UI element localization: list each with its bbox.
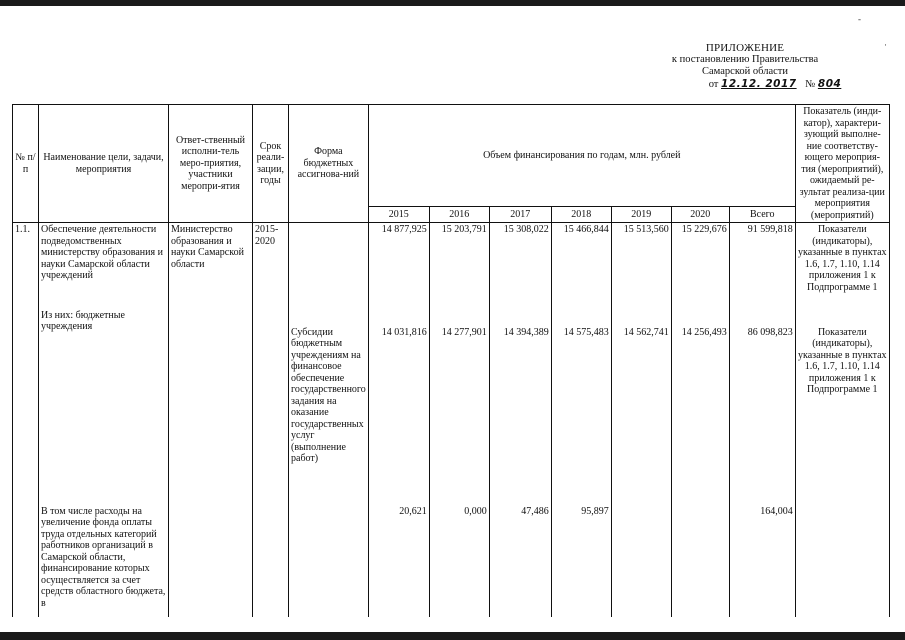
header-executor: Ответ-ственный исполни-тель меро-приятия, участники меропри-ятия [169,105,253,223]
value-total: 86 098,823 [729,309,795,505]
header-name: Наименование цели, задачи, мероприятия [39,105,169,223]
header-indicator: Показатель (инди-катор), характери-зующий выполне-ние соответству-ющего мероприя-тия (мероприятий), ожидаемый ре-зультат реализа-ции мероприятия (мероприятий) [795,105,889,223]
value-cell: 95,897 [551,505,611,617]
row-executor [169,505,253,617]
row-form [289,223,369,309]
financing-table [12,104,890,617]
year-header: 2018 [551,207,611,223]
scan-speck: · [884,40,887,50]
year-header: 2017 [489,207,551,223]
value-cell [671,505,729,617]
row-form: Субсидии бюджетным учреждениям на финансовое обеспечение государственного задания на оказание государственных услуг (выполнение работ) [289,309,369,505]
value-cell: 14 277,901 [429,309,489,505]
appendix-header [630,42,860,91]
appendix-title: ПРИЛОЖЕНИЕ [705,42,785,54]
date-value: 12.12. 2017 [721,78,797,90]
row-term [253,505,289,617]
row-term: 2015-2020 [253,223,289,309]
header-term: Срок реали-зации, годы [253,105,289,223]
year-header: 2016 [429,207,489,223]
header-form: Форма бюджетных ассигнова-ний [289,105,369,223]
value-cell: 0,000 [429,505,489,617]
scan-speck: - [858,14,861,24]
scan-bottom-edge [0,632,905,640]
value-total: 91 599,818 [729,223,795,309]
row-indicator [795,505,889,617]
value-cell: 14 562,741 [611,309,671,505]
table-row [13,309,890,505]
date-prefix: от [708,79,719,90]
appendix-line-2: Самарской области [702,66,788,77]
row-form [289,505,369,617]
row-name: В том числе расходы на увеличение фонда оплаты труда отдельных категорий работников организаций в Самарской области, финансирование которых осуществляется за счет средств областного бюджета, в [39,505,169,617]
value-total: 164,004 [729,505,795,617]
row-executor: Министерство образования и науки Самарской области [169,223,253,309]
value-cell: 14 394,389 [489,309,551,505]
value-cell: 14 575,483 [551,309,611,505]
year-header: 2020 [671,207,729,223]
table-row [13,223,890,309]
row-no: 1.1. [13,223,39,309]
year-header: 2019 [611,207,671,223]
row-name: Из них: бюджетные учреждения [39,309,169,505]
scan-top-edge [0,0,905,6]
value-cell: 14 256,493 [671,309,729,505]
value-cell [611,505,671,617]
value-cell: 20,621 [368,505,429,617]
number-value: 804 [817,78,842,90]
year-header-total: Всего [729,207,795,223]
row-no [13,505,39,617]
header-volume: Объем финансирования по годам, млн. рублей [368,105,795,207]
value-cell: 14 031,816 [368,309,429,505]
row-indicator: Показатели (индикаторы), указанные в пунктах 1.6, 1.7, 1.10, 1.14 приложения 1 к Подпрограмме 1 [795,223,889,309]
value-cell: 47,486 [489,505,551,617]
row-no [13,309,39,505]
value-cell: 15 203,791 [429,223,489,309]
year-header: 2015 [368,207,429,223]
appendix-date-line [690,78,860,91]
row-name: Обеспечение деятельности подведомственных министерству образования и науки Самарской области учреждений [39,223,169,309]
value-cell: 15 229,676 [671,223,729,309]
value-cell: 14 877,925 [368,223,429,309]
row-executor [169,309,253,505]
appendix-line-1: к постановлению Правительства [671,54,819,65]
row-term [253,309,289,505]
value-cell: 15 513,560 [611,223,671,309]
value-cell: 15 466,844 [551,223,611,309]
value-cell: 15 308,022 [489,223,551,309]
table-row [13,505,890,617]
number-prefix: № [805,79,816,90]
row-indicator: Показатели (индикаторы), указанные в пунктах 1.6, 1.7, 1.10, 1.14 приложения 1 к Подпрограмме 1 [795,309,889,505]
header-no: № п/п [13,105,39,223]
